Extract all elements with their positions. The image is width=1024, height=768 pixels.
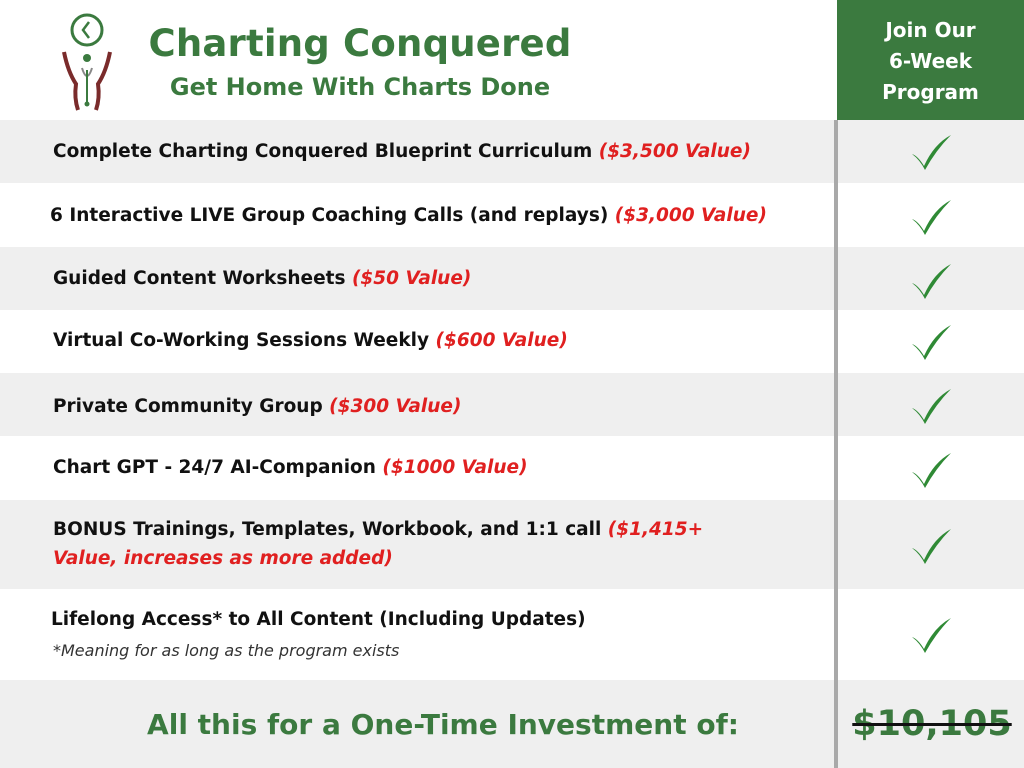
feature-value: ($1000 Value) [382, 457, 528, 478]
check-icon [908, 615, 954, 655]
check-icon [908, 322, 954, 362]
feature-label: Guided Content Worksheets [53, 268, 346, 289]
feature-note: *Meaning for as long as the program exists [53, 641, 400, 660]
feature-value: ($300 Value) [329, 396, 462, 417]
feature-row [0, 589, 1024, 680]
feature-label: 6 Interactive LIVE Group Coaching Calls (and replays) [50, 205, 609, 226]
feature-row [0, 120, 1024, 183]
feature-value: ($3,000 Value) [614, 205, 767, 226]
nurse-clock-logo-icon [58, 12, 116, 112]
check-icon [908, 132, 954, 172]
feature-row [0, 373, 1024, 436]
investment-label: All this for a One-Time Investment of: [147, 708, 739, 741]
check-icon [908, 386, 954, 426]
page-title: Charting Conquered [148, 22, 572, 65]
feature-value: ($600 Value) [435, 330, 568, 351]
feature-value: ($50 Value) [351, 268, 472, 289]
strikethrough-price: $10,105 [852, 704, 1012, 744]
check-icon [908, 197, 954, 237]
feature-value: ($1,415+ [607, 519, 704, 540]
feature-label: Chart GPT - 24/7 AI-Companion [53, 457, 376, 478]
feature-row [0, 436, 1024, 500]
feature-value: ($3,500 Value) [598, 141, 751, 162]
feature-label: Private Community Group [53, 396, 323, 417]
page-subtitle: Get Home With Charts Done [169, 73, 551, 101]
feature-row [0, 500, 1024, 589]
feature-row [0, 310, 1024, 373]
join-program-header [837, 0, 1024, 120]
check-icon [908, 261, 954, 301]
feature-label: Lifelong Access* to All Content (Including Updates) [51, 609, 586, 630]
feature-value-continued: Value, increases as more added) [53, 548, 393, 569]
join-line: 6-Week [888, 48, 973, 73]
check-icon [908, 526, 954, 566]
feature-row [0, 247, 1024, 310]
footer [0, 680, 1024, 768]
feature-label: BONUS Trainings, Templates, Workbook, and 1:1 call [53, 519, 602, 540]
join-line: Join Our [885, 17, 976, 42]
feature-label: Virtual Co-Working Sessions Weekly [53, 330, 430, 351]
check-icon [908, 450, 954, 490]
feature-row [0, 183, 1024, 247]
join-line: Program [882, 79, 979, 104]
column-divider [834, 120, 838, 768]
feature-label: Complete Charting Conquered Blueprint Curriculum [53, 141, 593, 162]
